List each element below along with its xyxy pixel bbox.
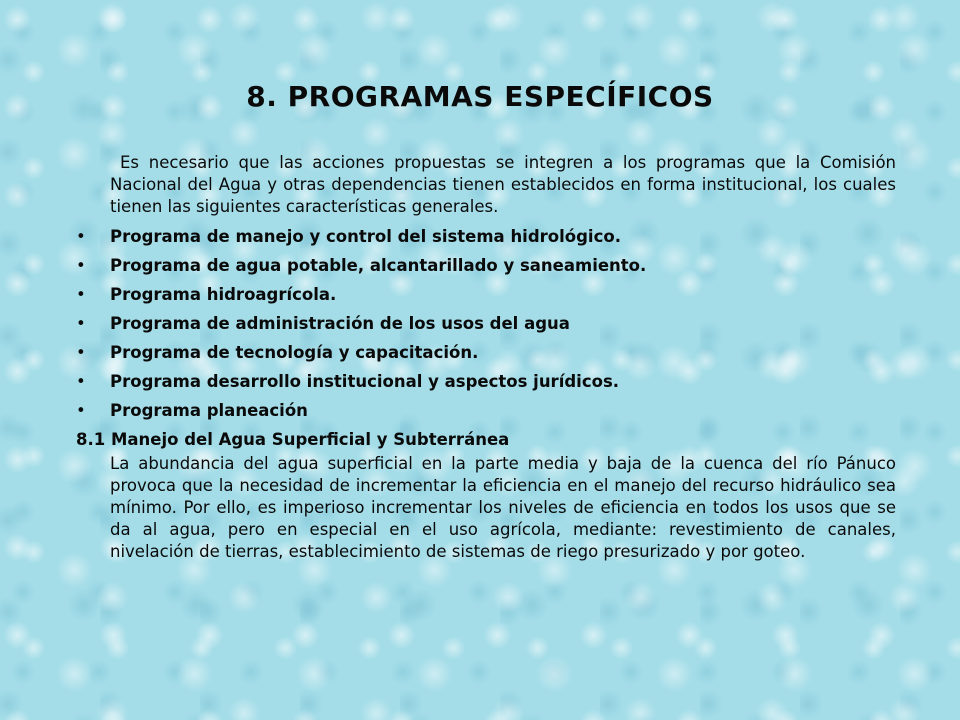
- list-item-text: Programa de tecnología y capacitación.: [110, 343, 479, 362]
- bullet-icon: •: [76, 285, 86, 304]
- list-item: [76, 342, 896, 364]
- list-item: [76, 400, 896, 422]
- list-item-text: Programa planeación: [110, 401, 308, 420]
- slide-title: 8. PROGRAMAS ESPECÍFICOS: [246, 80, 714, 113]
- section-paragraph: La abundancia del agua superficial en la parte media y baja de la cuenca del río Pánuco provoca que la necesidad de incrementar la eficiencia en el manejo del recurso hidráulico sea mínimo. Por ello, es imperioso incrementar los niveles de eficiencia en todos los usos que se da al agua, pero en especial en el uso agrícola, mediante: revestimiento de canales, nivelación de tierras, establecimiento de sistemas de riego presurizado y por goteo.: [110, 454, 896, 561]
- list-item-text: Programa de agua potable, alcantarillado y saneamiento.: [110, 256, 647, 275]
- list-item-text: Programa de manejo y control del sistema hidrológico.: [110, 227, 621, 246]
- list-item: [76, 226, 896, 248]
- bullet-icon: •: [76, 227, 86, 246]
- bullet-icon: •: [76, 314, 86, 333]
- list-item: [76, 371, 896, 393]
- program-list: [76, 226, 896, 422]
- bullet-icon: •: [76, 343, 86, 362]
- bullet-icon: •: [76, 401, 86, 420]
- bullet-icon: •: [76, 256, 86, 275]
- list-item: [76, 255, 896, 277]
- intro-paragraph: Es necesario que las acciones propuestas se integren a los programas que la Comisión Nacional del Agua y otras dependencias tienen establecidos en forma institucional, los cuales tienen las siguientes características generales.: [110, 153, 896, 216]
- list-item-text: Programa de administración de los usos del agua: [110, 314, 570, 333]
- list-item: [76, 284, 896, 306]
- bullet-icon: •: [76, 372, 86, 391]
- slide-body: [76, 152, 896, 563]
- section-subheading: 8.1 Manejo del Agua Superficial y Subterránea: [76, 430, 510, 449]
- list-item: [76, 313, 896, 335]
- list-item-text: Programa hidroagrícola.: [110, 285, 337, 304]
- list-item-text: Programa desarrollo institucional y aspectos jurídicos.: [110, 372, 620, 391]
